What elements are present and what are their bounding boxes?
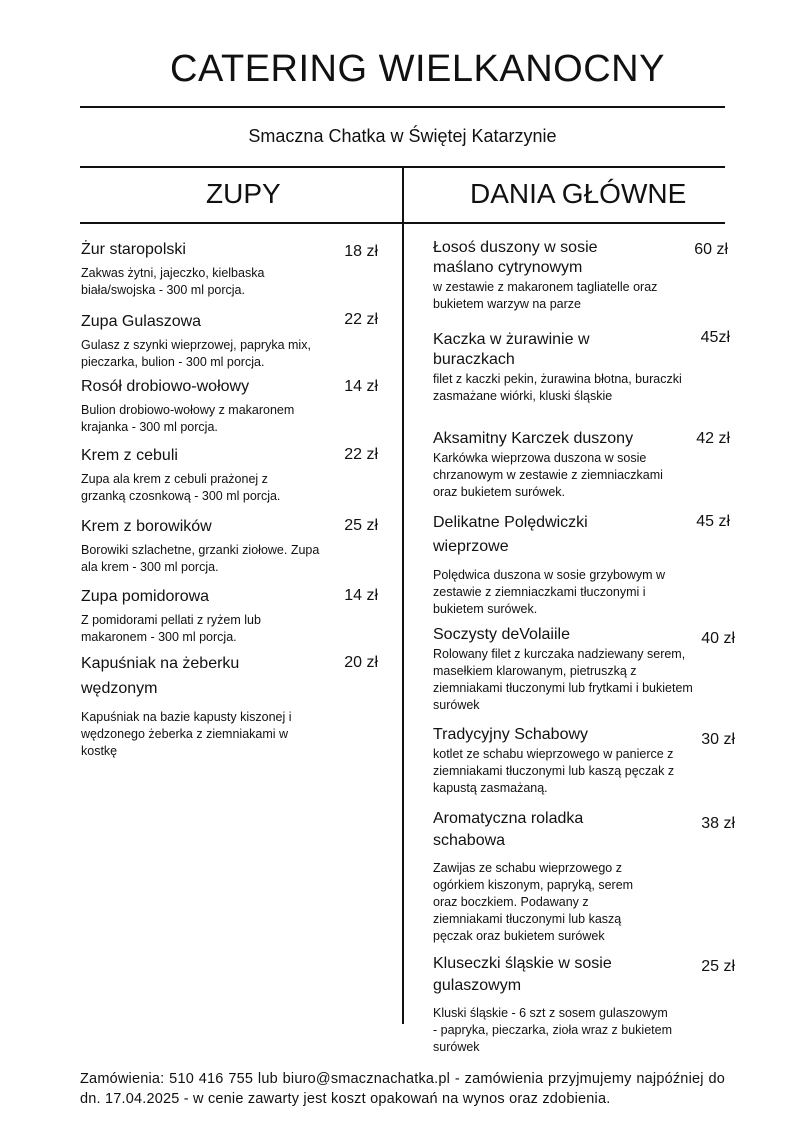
main-dish-item — [433, 953, 693, 1056]
zupy-heading: ZUPY — [206, 178, 281, 209]
soup-item — [81, 376, 331, 436]
soup-name: Zupa Gulaszowa — [81, 313, 202, 330]
main-dish-item — [433, 808, 693, 945]
main-dish-item — [433, 330, 693, 405]
main-dish-description: Kluski śląskie - 6 szt z sosem gulaszowym - papryka, pieczarka, zioła wraz z bukietem surówek — [433, 1006, 672, 1054]
main-dish-name: Aromatyczna roladka schabowa — [433, 810, 584, 849]
main-dish-price: 38 zł — [701, 815, 735, 832]
soup-description: Z pomidorami pellati z ryżem lub makaronem - 300 ml porcja. — [81, 613, 261, 644]
main-dish-name: Soczysty deVolaiile — [433, 626, 570, 643]
main-dish-description: Karkówka wieprzowa duszona w sosie chrzanowym w zestawie z ziemniaczkami oraz bukietem surówek. — [433, 451, 663, 499]
soup-name: Krem z borowików — [81, 518, 212, 535]
main-dish-item — [433, 511, 693, 618]
soup-item — [81, 445, 331, 505]
soup-item — [81, 586, 331, 646]
soup-description: Gulasz z szynki wieprzowej, papryka mix, pieczarka, bulion - 300 ml porcja. — [81, 338, 311, 369]
main-dish-name: Tradycyjny Schabowy — [433, 726, 589, 743]
soup-price: 25 zł — [344, 517, 378, 534]
soup-description: Zakwas żytni, jajeczko, kielbaska biała/swojska - 300 ml porcja. — [81, 266, 265, 297]
main-dish-price: 30 zł — [701, 731, 735, 748]
title-divider — [80, 106, 725, 108]
column-divider — [402, 167, 404, 1024]
soup-price: 18 zł — [344, 243, 378, 260]
subtitle: Smaczna Chatka w Świętej Katarzynie — [248, 126, 557, 146]
soup-price: 20 zł — [344, 654, 378, 671]
main-dish-item — [433, 624, 693, 714]
soup-item — [81, 239, 331, 299]
main-dish-price: 42 zł — [696, 430, 730, 447]
main-dish-description: w zestawie z makaronem tagliatelle oraz bukietem warzyw na parze — [433, 280, 658, 311]
main-dish-price: 45 zł — [696, 513, 730, 530]
soup-name: Rosół drobiowo-wołowy — [81, 378, 250, 395]
soup-description: Bulion drobiowo-wołowy z makaronem krajanka - 300 ml porcja. — [81, 403, 295, 434]
soup-name: Żur staropolski — [81, 241, 186, 258]
main-dish-price: 40 zł — [701, 630, 735, 647]
main-dish-price: 45zł — [700, 329, 730, 346]
soup-description: Zupa ala krem z cebuli prażonej z grzanką czosnkową - 300 ml porcja. — [81, 472, 281, 503]
main-dish-name: Łosoś duszony w sosie maślano cytrynowym — [433, 239, 598, 276]
soup-name: Kapuśniak na żeberku wędzonym — [81, 655, 240, 697]
soup-price: 22 zł — [344, 446, 378, 463]
main-dish-name: Aksamitny Karczek duszony — [433, 430, 634, 447]
soup-price: 22 zł — [344, 311, 378, 328]
soup-price: 14 zł — [344, 378, 378, 395]
soup-item — [81, 651, 331, 760]
soup-name: Zupa pomidorowa — [81, 588, 210, 605]
page-title: CATERING WIELKANOCNY — [170, 48, 665, 90]
main-dish-description: kotlet ze schabu wieprzowego w panierce z ziemniakami tłuczonymi lub kaszą pęczak z kapustą zasmażaną. — [433, 747, 675, 795]
soup-description: Borowiki szlachetne, grzanki ziołowe. Zupa ala krem - 300 ml porcja. — [81, 543, 320, 574]
soup-name: Krem z cebuli — [81, 447, 178, 464]
main-dish-item — [433, 428, 693, 501]
main-dish-name: Delikatne Polędwiczki wieprzowe — [433, 514, 588, 555]
main-dish-description: Zawijas ze schabu wieprzowego z ogórkiem kiszonym, papryką, serem oraz boczkiem. Podawany z ziemniakami tłuczonymi lub kaszą pęczak oraz bukietem surówek — [433, 861, 634, 943]
main-dish-item — [433, 238, 693, 313]
soup-item — [81, 311, 331, 371]
order-info: Zamówienia: 510 416 755 lub biuro@smacznachatka.pl - zamówienia przyjmujemy najpóźniej do dn. 17.04.2025 - w cenie zawarty jest koszt opakowań na wynos oraz zdobienia. — [80, 1071, 725, 1107]
main-dish-item — [433, 724, 693, 797]
main-dish-description: Rolowany filet z kurczaka nadziewany serem, masełkiem klarowanym, pietruszką z ziemniakami tłuczonymi lub frytkami i bukietem surówek — [433, 647, 693, 712]
main-dish-name: Kluseczki śląskie w sosie gulaszowym — [433, 955, 612, 994]
soup-item — [81, 516, 331, 576]
main-dish-price: 60 zł — [694, 241, 728, 258]
dania-heading: DANIA GŁÓWNE — [470, 178, 687, 209]
soup-price: 14 zł — [344, 587, 378, 604]
main-dish-name: Kaczka w żurawinie w buraczkach — [433, 331, 590, 368]
main-dish-description: filet z kaczki pekin, żurawina błotna, buraczki zasmażane wiórki, kluski śląskie — [433, 372, 682, 403]
soup-description: Kapuśniak na bazie kapusty kiszonej i wędzonego żeberka z ziemniakami w kostkę — [81, 710, 292, 758]
main-dish-description: Polędwica duszona w sosie grzybowym w zestawie z ziemniaczkami tłuczonymi i bukietem surówek. — [433, 568, 666, 616]
main-dish-price: 25 zł — [701, 958, 735, 975]
